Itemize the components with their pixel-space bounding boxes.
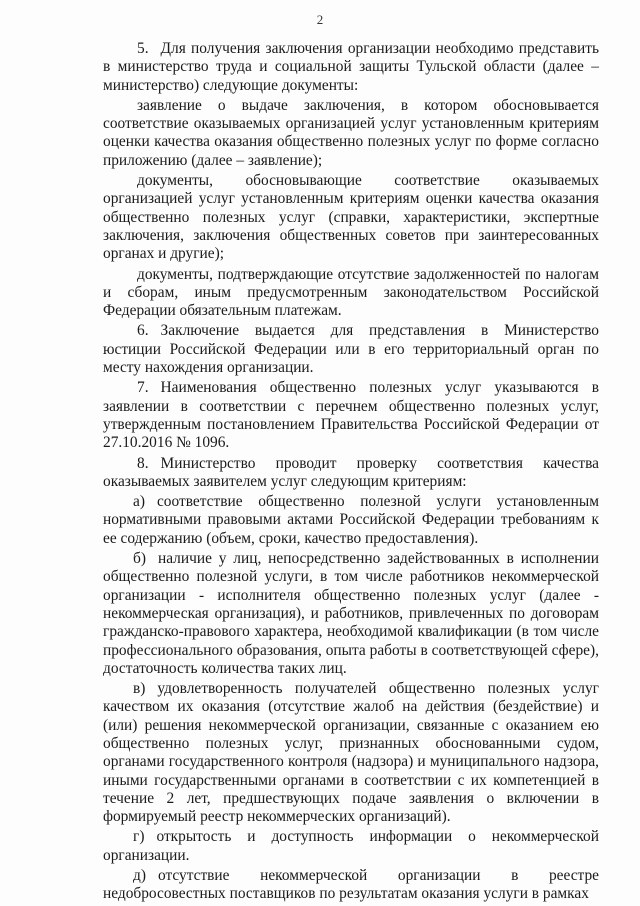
paragraph-text: документы, подтверждающие отсутствие задолженностей по налогам и сборам, иным предусмотренным законодательством Российской Федерации обязательным платежам. bbox=[103, 265, 599, 320]
document-body bbox=[103, 40, 599, 906]
criterion-text: удовлетворенность получателей общественно полезных услуг качеством их оказания (отсутствие жалоб на действия (бездействие) и (или) решения некоммерческой организации, связанные с оказанием ею общественно полезных услуг, признанных обоснованными судом, органами государственного контроля (надзора) и муниципального надзора, иными государственными органами в соответствии с их компетенцией в течение 2 лет, предшествующих подаче заявления о включении в формируемый реестр некоммерческих организаций). bbox=[103, 680, 599, 826]
criterion-b bbox=[103, 550, 599, 678]
criterion-text: наличие у лиц, непосредственно задействованных в исполнении общественно полезной услуги, в том числе работников некоммерческой организации - исполнителя общественно полезных услуг (далее - некоммерческая организация), и работников, привлеченных по договорам гражданско-правового характера, необходимой квалификации (в том числе профессионального образования, опыта работы в соответствующей сфере), достаточность количества таких лиц. bbox=[103, 550, 599, 677]
criterion-letter: г) bbox=[133, 828, 145, 846]
paragraph-number: 6. bbox=[137, 322, 149, 340]
paragraph-5 bbox=[103, 40, 599, 95]
criterion-v bbox=[103, 680, 599, 826]
criterion-letter: в) bbox=[133, 680, 146, 698]
criterion-letter: а) bbox=[133, 493, 145, 511]
criterion-text: отсутствие некоммерческой организации в реестре недобросовестных поставщиков по результатам оказания услуги в рамках bbox=[103, 867, 599, 903]
criterion-letter: б) bbox=[133, 550, 146, 568]
paragraph-8 bbox=[103, 455, 599, 492]
criterion-d bbox=[103, 867, 599, 904]
paragraph-text: Для получения заключения организации необходимо представить в министерство труда и социальной защиты Тульской области (далее – министерство) следующие документы: bbox=[103, 40, 599, 94]
paragraph-text: документы, обосновывающие соответствие оказываемых организацией услуг установленным критериям оценки качества оказания общественно полезных услуг (справки, характеристики, экспертные заключения, заключения общественных советов при заинтересованных органах и другие); bbox=[103, 172, 599, 263]
paragraph-item-documents bbox=[103, 172, 599, 263]
paragraph-number: 7. bbox=[137, 379, 149, 397]
paragraph-6 bbox=[103, 322, 599, 377]
paragraph-item-application bbox=[103, 97, 599, 170]
paragraph-7 bbox=[103, 379, 599, 452]
criterion-g bbox=[103, 828, 599, 865]
paragraph-number: 8. bbox=[137, 454, 149, 472]
page-number: 2 bbox=[316, 12, 324, 27]
paragraph-text: Наименования общественно полезных услуг указываются в заявлении в соответствии с перечнем общественно полезных услуг, утвержденным постановлением Правительства Российской Федерации от 27.10.2016 № 1096. bbox=[103, 379, 599, 452]
criterion-a bbox=[103, 493, 599, 548]
criterion-text: открытость и доступность информации о некоммерческой организации. bbox=[103, 828, 599, 864]
criterion-letter: д) bbox=[133, 867, 146, 885]
paragraph-text: Министерство проводит проверку соответствия качества оказываемых заявителем услуг следующим критериям: bbox=[103, 454, 599, 490]
criterion-text: соответствие общественно полезной услуги установленным нормативными правовыми актами Российской Федерации требованиям к ее содержанию (объем, сроки, качество предоставления). bbox=[103, 493, 599, 547]
paragraph-text: Заключение выдается для представления в Министерство юстиции Российской Федерации или в его территориальный орган по месту нахождения организации. bbox=[103, 322, 599, 377]
paragraph-item-tax-documents bbox=[103, 266, 599, 321]
paragraph-text: заявление о выдаче заключения, в котором обосновывается соответствие оказываемых организацией услуг установленным критериям оценки качества оказания общественно полезных услуг по форме согласно приложению (далее – заявление); bbox=[103, 96, 599, 169]
paragraph-number: 5. bbox=[137, 40, 149, 57]
